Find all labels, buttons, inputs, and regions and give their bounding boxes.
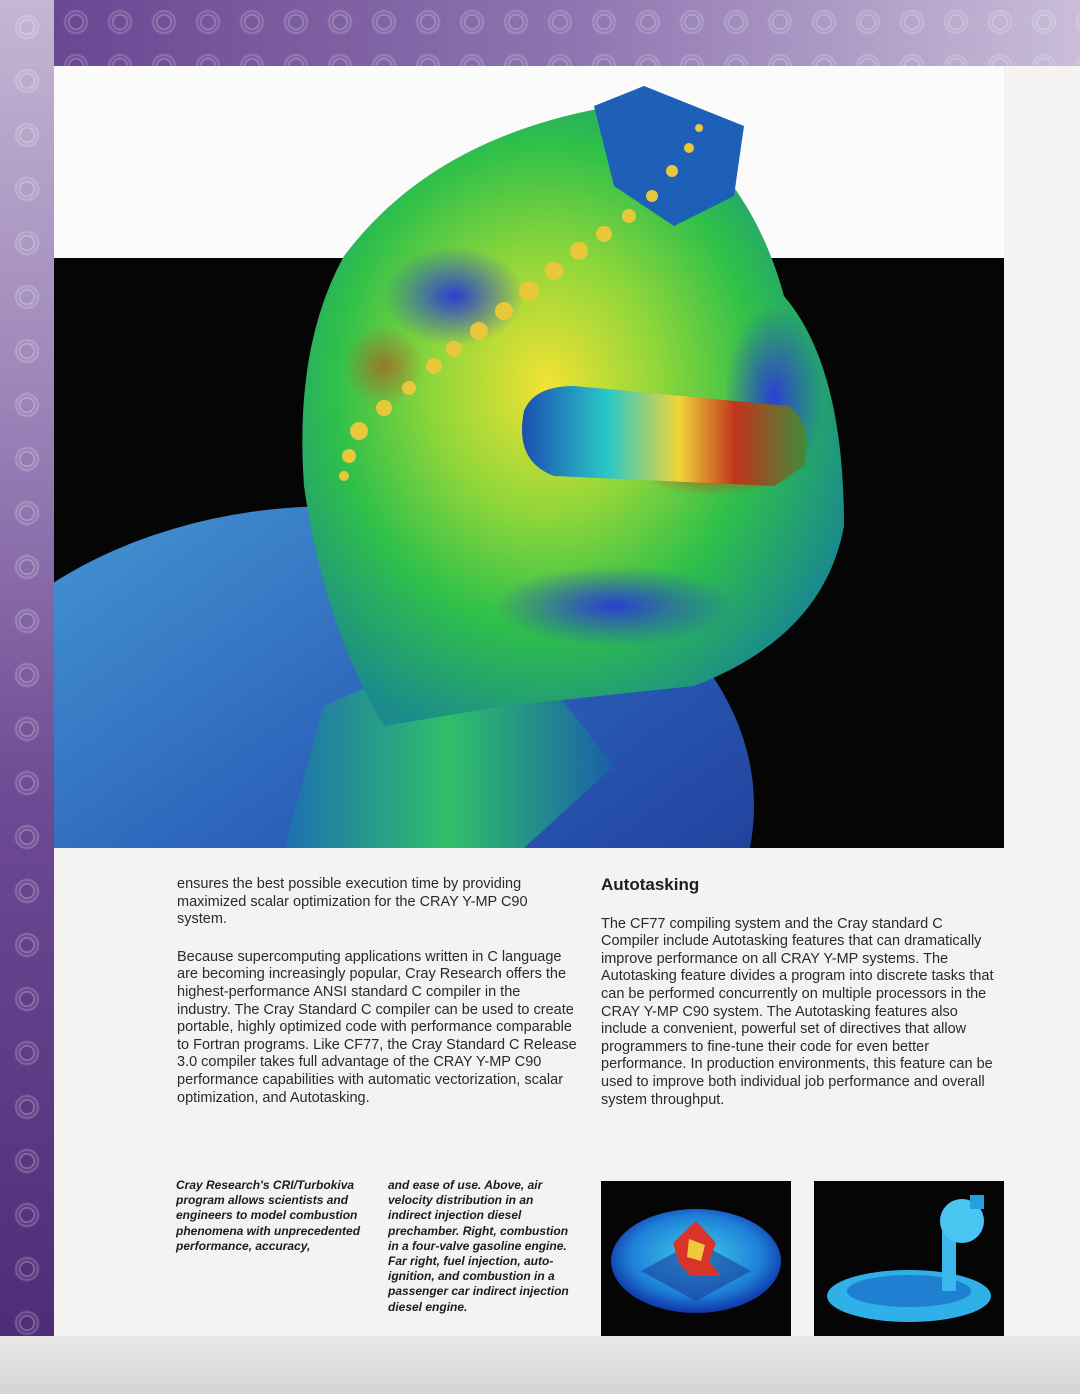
thumbnail-diesel-injection-image (814, 1181, 1004, 1336)
body-text-left-column (177, 876, 577, 1127)
section-paragraph: The CF77 compiling system and the Cray standard C Compiler include Autotasking features that can dramatically improve performance on all CRAY Y-MP systems. The Autotasking feature divides a program into discrete tasks that can be performed concurrently on multiple processors in the CRAY Y-MP C90 system. The Autotasking features also include a convenient, powerful set of directives that allow programmers to fine-tune their code for even better performance. In production environments, this feature can be used to improve both individual job performance and overall system throughput. (601, 915, 994, 1108)
hero-combustion-simulation-image (54, 66, 1004, 848)
autotasking-section (601, 876, 1001, 1109)
page-bottom-edge (0, 1336, 1080, 1394)
thumbnail-four-valve-combustion-image (601, 1181, 791, 1336)
purple-pattern-top-band (54, 0, 1080, 66)
body-paragraph-1: ensures the best possible execution time by providing maximized scalar optimization for the CRAY Y-MP C90 system. (177, 876, 528, 928)
body-paragraph-2: Because supercomputing applications written in C language are becoming increasingly popular, Cray Research offers the highest-performance ANSI standard C compiler in the industry. The Cray Standard C compiler can be used to create portable, highly optimized code with performance comparable to Fortran programs. Like CF77, the Cray Standard C Release 3.0 compiler takes full advantage of the CRAY Y-MP C90 performance capabilities with automatic vectorization, scalar optimization, and Autotasking. (177, 948, 577, 1106)
caption-part-1: Cray Research's CRI/Turbokiva program allows scientists and engineers to model combustion phenomena with unprecedented performance, accuracy, (176, 1178, 361, 1253)
caption-part-2: and ease of use. Above, air velocity distribution in an indirect injection diesel prechamber. Right, combustion in a four-valve gasoline engine. Far right, fuel injection, auto-ignition, and combustion in a passenger car indirect injection diesel engine. (388, 1178, 569, 1314)
purple-pattern-left-band (0, 0, 54, 1336)
section-heading: Autotasking (601, 875, 700, 894)
